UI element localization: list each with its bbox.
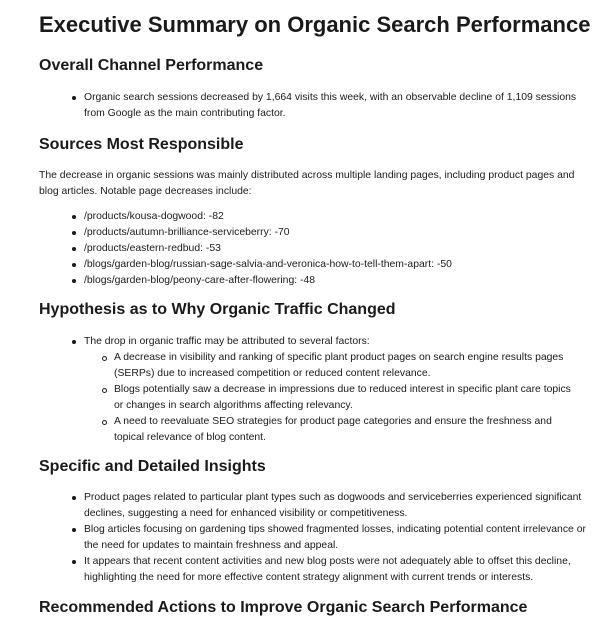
hypothesis-intro: The drop in organic traffic may be attributed to several factors: (84, 336, 370, 347)
list-item: /blogs/garden-blog/russian-sage-salvia-and-veronica-how-to-tell-them-apart: -50 (70, 257, 590, 273)
page-title: Executive Summary on Organic Search Performance (39, 12, 591, 37)
hypothesis-bullet-list (70, 334, 590, 446)
heading-overall-channel-performance: Overall Channel Performance (39, 57, 264, 74)
sources-paragraph: The decrease in organic sessions was mainly distributed across multiple landing pages, including product pages and blog articles. Notable page decreases include: (39, 170, 575, 197)
list-item: Organic search sessions decreased by 1,664 visits this week, with an observable decline of 1,109 sessions from Google as the main contributing factor. (70, 90, 580, 122)
list-item (70, 334, 590, 446)
insights-bullet-list (70, 490, 590, 586)
heading-hypothesis: Hypothesis as to Why Organic Traffic Changed (39, 301, 396, 318)
overall-bullet-list (70, 90, 580, 122)
list-item: /products/eastern-redbud: -53 (70, 241, 590, 257)
heading-sources-most-responsible: Sources Most Responsible (39, 136, 244, 153)
heading-specific-insights: Specific and Detailed Insights (39, 458, 266, 475)
list-item: /blogs/garden-blog/peony-care-after-flowering: -48 (70, 273, 590, 289)
list-item: Blogs potentially saw a decrease in impressions due to reduced interest in specific plant care topics or changes in search algorithms affecting relevancy. (100, 382, 580, 414)
list-item: /products/kousa-dogwood: -82 (70, 209, 590, 225)
list-item: A need to reevaluate SEO strategies for product page categories and ensure the freshness and topical relevance of blog content. (100, 414, 580, 446)
list-item: Product pages related to particular plant types such as dogwoods and serviceberries experienced significant declines, suggesting a need for enhanced visibility or competitiveness. (70, 490, 590, 522)
list-item: It appears that recent content activities and new blog posts were not adequately able to offset this decline, highlighting the need for more effective content strategy alignment with current trends or interests. (70, 554, 590, 586)
hypothesis-sub-list (100, 350, 580, 446)
list-item: /products/autumn-brilliance-serviceberry: -70 (70, 225, 590, 241)
heading-recommended-actions: Recommended Actions to Improve Organic Search Performance (39, 599, 528, 616)
sources-bullet-list (70, 209, 590, 289)
list-item: A decrease in visibility and ranking of specific plant product pages on search engine results pages (SERPs) due to increased competition or reduced content relevance. (100, 350, 580, 382)
list-item: Blog articles focusing on gardening tips showed fragmented losses, indicating potential content irrelevance or the need for updates to maintain freshness and appeal. (70, 522, 590, 554)
